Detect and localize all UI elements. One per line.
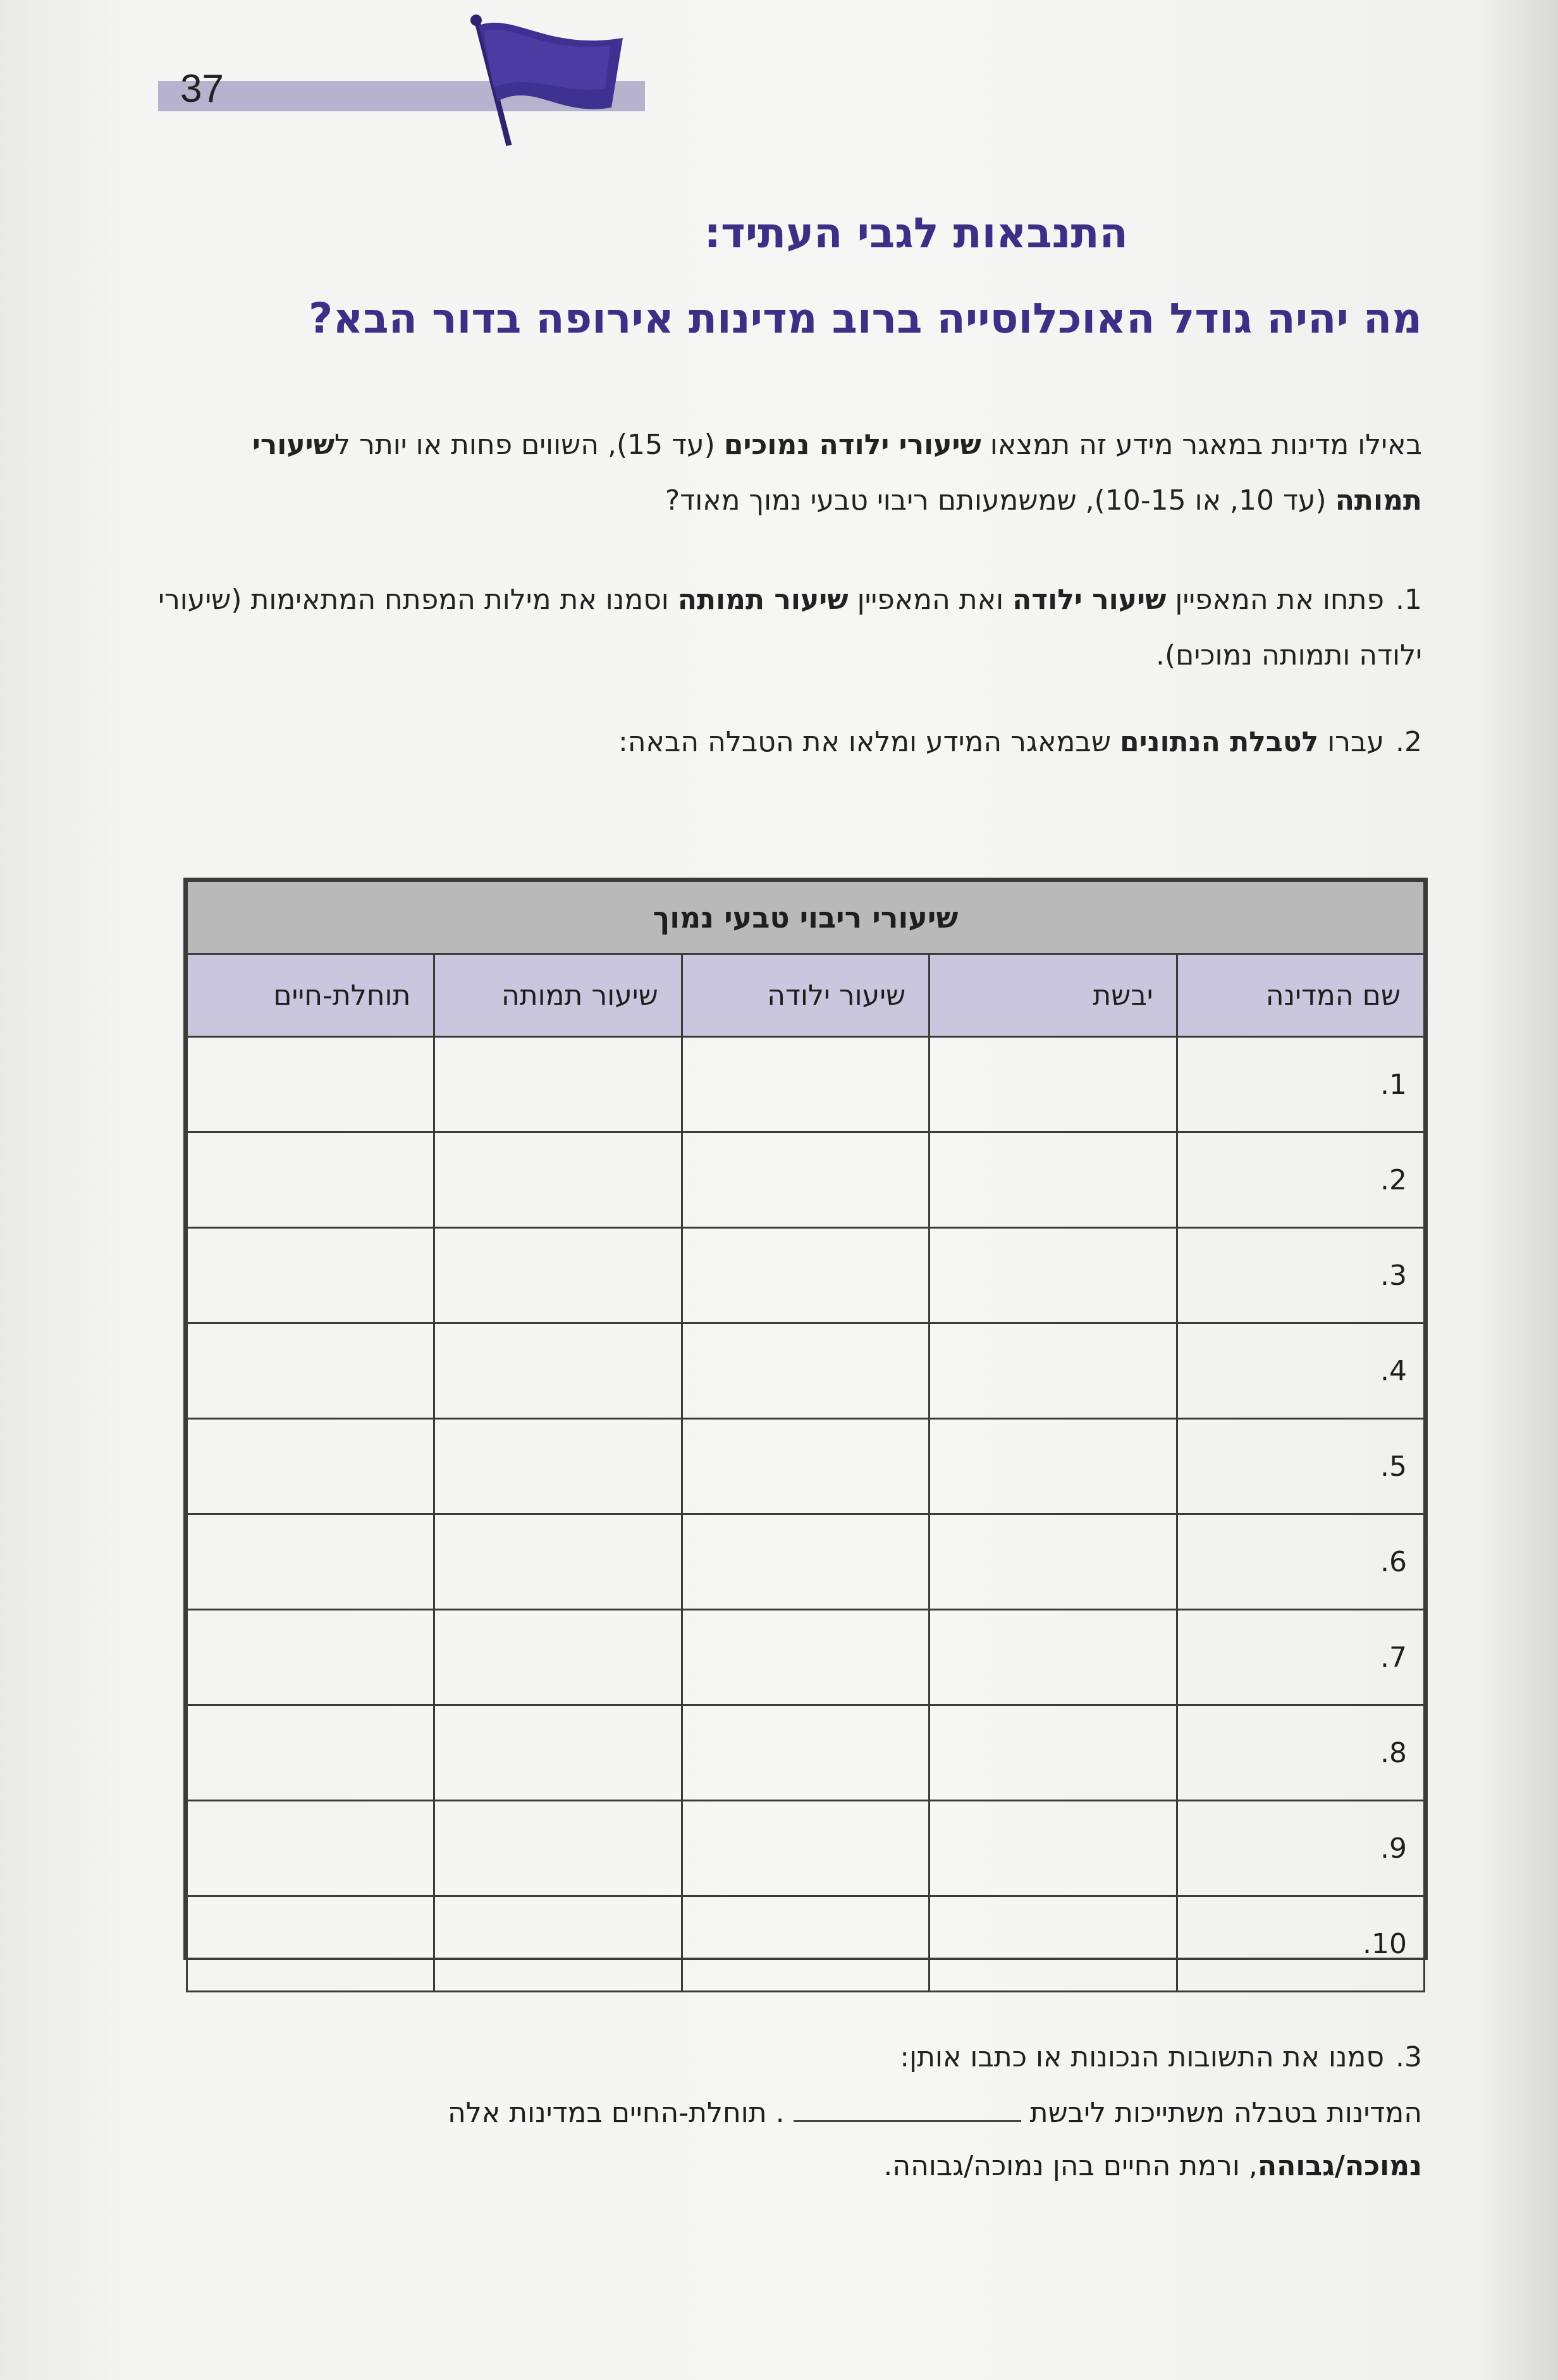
life-expectancy-cell[interactable] [187,1514,434,1610]
step-2-bold-1: לטבלת הנתונים [1120,726,1319,758]
row-number: 8. [1177,1705,1424,1801]
birth-rate-cell[interactable] [682,1037,929,1132]
death-rate-cell[interactable] [434,1610,682,1705]
life-expectancy-cell[interactable] [187,1419,434,1514]
table-row [187,1514,1425,1610]
birth-rate-cell[interactable] [682,1610,929,1705]
intro-text-1: באילו מדינות במאגר מידע זה תמצאו [981,429,1422,461]
step-1-bold-1: שיעור ילודה [1012,584,1167,616]
life-expectancy-cell[interactable] [187,1801,434,1896]
answer-line-2 [170,2140,1422,2193]
answer-line-2-text: , ורמת החיים בהן נמוכה/גבוהה. [883,2150,1258,2182]
column-header-continent: יבשת [929,954,1177,1037]
death-rate-cell[interactable] [434,1896,682,1992]
column-header-birth-rate: שיעור ילודה [682,954,929,1037]
row-number: 9. [1177,1801,1424,1896]
life-expectancy-cell[interactable] [187,1132,434,1228]
row-number: 1. [1177,1037,1424,1132]
step-3-text: סמנו את התשובות הנכונות או כתבו אותן: [900,2041,1384,2073]
step-2-text-1: עברו [1318,726,1384,758]
life-expectancy-cell[interactable] [187,1228,434,1323]
step-1-text-1: פתחו את המאפיין [1166,584,1384,616]
death-rate-cell[interactable] [434,1705,682,1801]
step-1 [157,572,1422,684]
death-rate-cell[interactable] [434,1801,682,1896]
intro-text-2: (עד 15), השווים פחות או יותר ל [334,429,724,461]
birth-rate-cell[interactable] [682,1228,929,1323]
birth-rate-cell[interactable] [682,1514,929,1610]
continent-cell[interactable] [929,1896,1177,1992]
table-row [187,1801,1425,1896]
table-row [187,1896,1425,1992]
continent-cell[interactable] [929,1037,1177,1132]
column-header-death-rate: שיעור תמותה [434,954,682,1037]
intro-bold-2: שיעורי תמותה [252,429,1422,517]
step-3-number: 3. [1395,2041,1422,2073]
table-row [187,1610,1425,1705]
answer-line-2-bold[interactable]: נמוכה/גבוהה [1257,2150,1422,2182]
answer-line-1-text-a: המדינות בטבלה משתייכות ליבשת [1029,2097,1422,2129]
step-1-text-3: וסמנו את מילות המפתח המתאימות (שיעורי ילודה ותמותה נמוכים). [158,584,1422,672]
intro-text-3: (עד 10, או 10-15), שמשמעותם ריבוי טבעי נמוך מאוד? [665,484,1335,517]
step-2-number: 2. [1395,726,1422,758]
birth-rate-cell[interactable] [682,1801,929,1896]
continent-cell[interactable] [929,1419,1177,1514]
death-rate-cell[interactable] [434,1514,682,1610]
life-expectancy-cell[interactable] [187,1896,434,1992]
column-header-life-expectancy: תוחלת-חיים [187,954,434,1037]
step-2-text-2: שבמאגר המידע ומלאו את הטבלה הבאה: [618,726,1120,758]
life-expectancy-cell[interactable] [187,1610,434,1705]
row-number: 3. [1177,1228,1424,1323]
step-3 [157,2030,1422,2085]
death-rate-cell[interactable] [434,1419,682,1514]
table-row [187,1323,1425,1419]
birth-rate-cell[interactable] [682,1132,929,1228]
continent-cell[interactable] [929,1514,1177,1610]
table-title: שיעורי ריבוי טבעי נמוך [187,881,1425,954]
death-rate-cell[interactable] [434,1323,682,1419]
continent-cell[interactable] [929,1132,1177,1228]
life-expectancy-cell[interactable] [187,1705,434,1801]
section-title: התנבאות לגבי העתיד: [704,209,1128,257]
continent-cell[interactable] [929,1801,1177,1896]
row-number: 5. [1177,1419,1424,1514]
step-2 [157,715,1422,770]
table-row [187,1037,1425,1132]
intro-paragraph [170,417,1422,529]
continent-blank[interactable] [794,2095,1021,2122]
death-rate-cell[interactable] [434,1132,682,1228]
birth-rate-cell[interactable] [682,1705,929,1801]
death-rate-cell[interactable] [434,1037,682,1132]
answer-line-1-text-b: . תוחלת-החיים במדינות אלה [448,2097,785,2129]
birth-rate-cell[interactable] [682,1323,929,1419]
step-3-answers [170,2087,1422,2193]
table-row [187,1419,1425,1514]
table-row [187,1228,1425,1323]
column-header-country: שם המדינה [1177,954,1424,1037]
section-question: מה יהיה גודל האוכלוסייה ברוב מדינות אירופה בדור הבא? [309,294,1422,343]
birth-rate-cell[interactable] [682,1896,929,1992]
row-number: 2. [1177,1132,1424,1228]
life-expectancy-cell[interactable] [187,1037,434,1132]
row-number: 7. [1177,1610,1424,1705]
page-number: 37 [180,67,224,111]
row-number: 6. [1177,1514,1424,1610]
step-1-number: 1. [1395,584,1422,616]
step-1-text-2: ואת המאפיין [848,584,1013,616]
row-number: 10. [1177,1896,1424,1992]
continent-cell[interactable] [929,1228,1177,1323]
step-1-bold-2: שיעור תמותה [677,584,849,616]
table-row [187,1705,1425,1801]
intro-bold-1: שיעורי ילודה נמוכים [723,429,981,461]
continent-cell[interactable] [929,1610,1177,1705]
birth-rate-cell[interactable] [682,1419,929,1514]
life-expectancy-cell[interactable] [187,1323,434,1419]
answer-line-1 [170,2087,1422,2140]
row-number: 4. [1177,1323,1424,1419]
data-table [183,878,1428,1960]
death-rate-cell[interactable] [434,1228,682,1323]
table-row [187,1132,1425,1228]
continent-cell[interactable] [929,1323,1177,1419]
continent-cell[interactable] [929,1705,1177,1801]
flag-icon [465,13,629,149]
